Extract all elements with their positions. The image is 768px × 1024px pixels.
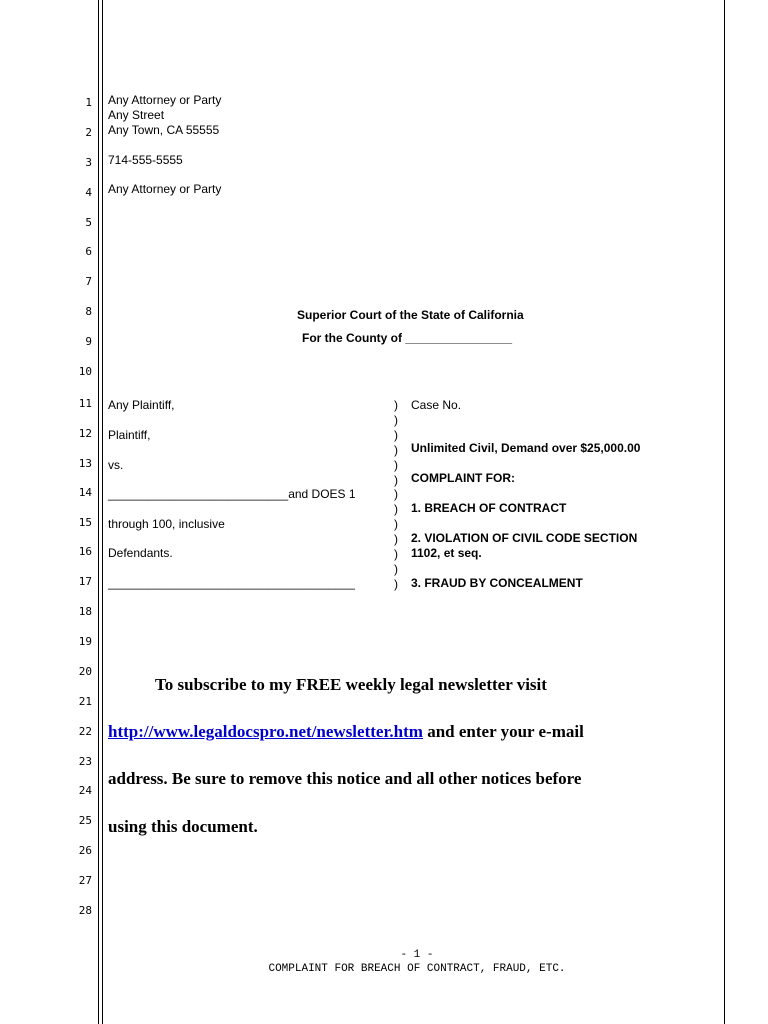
caption-paren: ) xyxy=(394,547,398,561)
jurisdiction-statement: Unlimited Civil, Demand over $25,000.00 xyxy=(411,441,641,455)
line-number: 25 xyxy=(78,814,92,827)
line-number: 7 xyxy=(85,275,92,288)
cause-of-action-3: 3. FRAUD BY CONCEALMENT xyxy=(411,576,583,590)
caption-paren: ) xyxy=(394,428,398,442)
cause-of-action-1: 1. BREACH OF CONTRACT xyxy=(411,501,567,515)
line-number: 1 xyxy=(85,96,92,109)
line-number: 17 xyxy=(78,575,92,588)
line-number: 4 xyxy=(85,186,92,199)
notice-line-2 xyxy=(108,722,584,742)
notice-line-2-rest: and enter your e-mail xyxy=(422,722,584,741)
line-number: 5 xyxy=(85,216,92,229)
line-number: 14 xyxy=(78,486,92,499)
line-number: 12 xyxy=(78,427,92,440)
caption-signature-line: _____________________________________ xyxy=(108,576,355,590)
plaintiff-role: Plaintiff, xyxy=(108,428,151,442)
defendants-through: through 100, inclusive xyxy=(108,517,225,531)
court-county: For the County of ________________ xyxy=(302,331,513,345)
cause-of-action-2-cont: 1102, et seq. xyxy=(411,546,482,560)
notice-line-4: using this document. xyxy=(108,817,258,836)
line-number: 6 xyxy=(85,245,92,258)
defendants-role: Defendants. xyxy=(108,546,173,560)
caption-paren: ) xyxy=(394,413,398,427)
attorney-phone: 714-555-5555 xyxy=(108,153,183,167)
line-number: 18 xyxy=(78,605,92,618)
line-number: 16 xyxy=(78,545,92,558)
line-number: 23 xyxy=(78,755,92,768)
attorney-city: Any Town, CA 55555 xyxy=(108,123,220,137)
line-number: 19 xyxy=(78,635,92,648)
notice-line-1: To subscribe to my FREE weekly legal newsletter visit xyxy=(155,675,547,694)
line-number: 2 xyxy=(85,126,92,139)
attorney-name: Any Attorney or Party xyxy=(108,93,222,107)
line-number: 3 xyxy=(85,156,92,169)
case-number-label: Case No. xyxy=(411,398,462,412)
newsletter-link[interactable]: http://www.legaldocspro.net/newsletter.htm xyxy=(108,722,423,741)
line-number: 8 xyxy=(85,305,92,318)
caption-paren: ) xyxy=(394,443,398,457)
versus-label: vs. xyxy=(108,458,124,472)
cause-of-action-2: 2. VIOLATION OF CIVIL CODE SECTION xyxy=(411,531,638,545)
attorney-for-party: Any Attorney or Party xyxy=(108,182,222,196)
line-number: 22 xyxy=(78,725,92,738)
line-number: 13 xyxy=(78,457,92,470)
line-number: 10 xyxy=(78,365,92,378)
page-number: - 1 - xyxy=(400,949,434,961)
caption-paren: ) xyxy=(394,398,398,412)
line-number: 21 xyxy=(78,695,92,708)
defendant-line: ___________________________and DOES 1 xyxy=(108,487,356,501)
attorney-street: Any Street xyxy=(108,108,165,122)
court-name: Superior Court of the State of California xyxy=(297,308,524,322)
left-margin-rule-outer xyxy=(98,0,99,1024)
footer-title: COMPLAINT FOR BREACH OF CONTRACT, FRAUD, ETC. xyxy=(268,963,566,975)
caption-paren: ) xyxy=(394,487,398,501)
notice-line-3: address. Be sure to remove this notice and all other notices before xyxy=(108,769,582,788)
line-number: 9 xyxy=(85,335,92,348)
caption-paren: ) xyxy=(394,517,398,531)
left-margin-rule-inner xyxy=(102,0,103,1024)
plaintiff-name: Any Plaintiff, xyxy=(108,398,175,412)
line-number: 20 xyxy=(78,665,92,678)
right-margin-rule xyxy=(724,0,725,1024)
line-number: 27 xyxy=(78,874,92,887)
caption-paren: ) xyxy=(394,502,398,516)
line-number: 15 xyxy=(78,516,92,529)
caption-paren: ) xyxy=(394,577,398,591)
line-number: 11 xyxy=(78,397,92,410)
caption-paren: ) xyxy=(394,473,398,487)
line-number: 28 xyxy=(78,904,92,917)
complaint-for-heading: COMPLAINT FOR: xyxy=(411,471,515,485)
line-number: 24 xyxy=(78,784,92,797)
caption-paren: ) xyxy=(394,562,398,576)
caption-paren: ) xyxy=(394,458,398,472)
caption-paren: ) xyxy=(394,532,398,546)
line-number: 26 xyxy=(78,844,92,857)
